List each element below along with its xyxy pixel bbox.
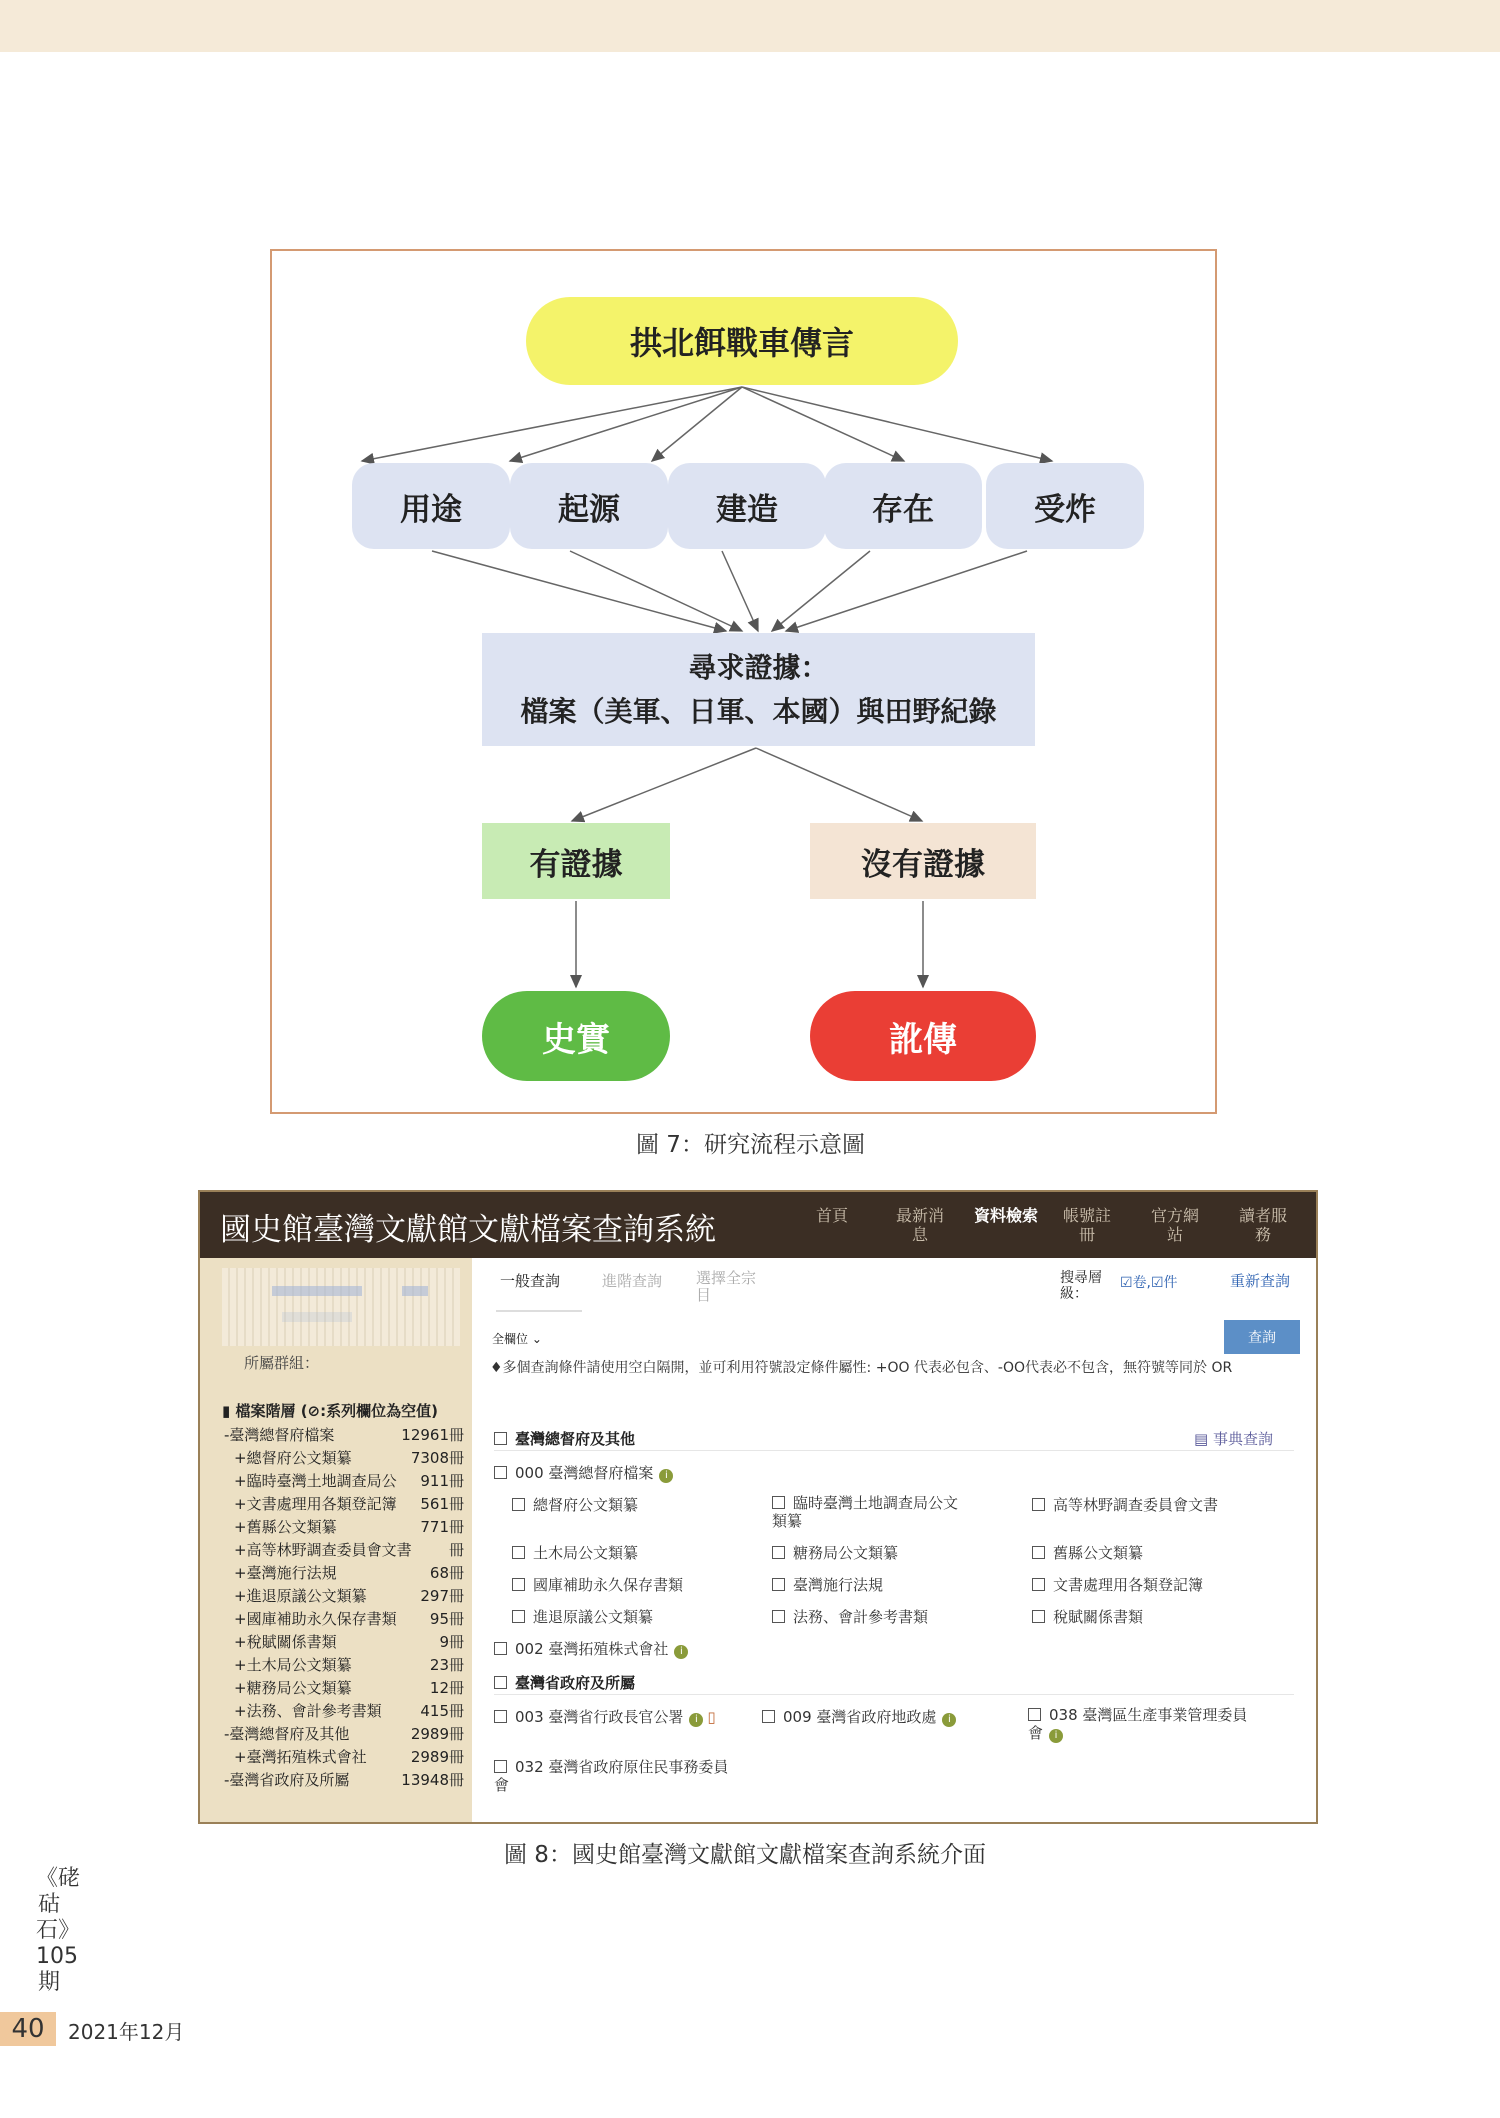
tree-item-count: 23冊	[429, 1656, 464, 1674]
fonds-032[interactable]	[494, 1758, 734, 1794]
series-label: 糖務局公文類纂	[793, 1544, 899, 1562]
series-label: 臺灣施行法規	[793, 1576, 884, 1594]
tree-item-count: 415冊	[420, 1702, 464, 1720]
tree-title-text: 檔案階層 (⊘:系列欄位為空值)	[235, 1402, 438, 1420]
pdf-icon[interactable]: ▯	[707, 1708, 716, 1726]
divider	[494, 1450, 1294, 1451]
series-label: 土木局公文類纂	[533, 1544, 639, 1562]
search-level-label: 搜尋層級：	[1060, 1270, 1102, 1302]
group-heading-2[interactable]	[494, 1672, 635, 1693]
fonds-003-label: 003 臺灣省行政長官公署	[515, 1708, 684, 1726]
checkbox[interactable]	[772, 1496, 785, 1509]
checkbox[interactable]	[512, 1546, 525, 1559]
figure-7-caption: 圖 7：研究流程示意圖	[636, 1132, 865, 1158]
category-node-bombed: 受炸	[986, 463, 1144, 549]
tree-item-name: +臨時臺灣土地調查局公	[234, 1472, 397, 1490]
series-item[interactable]	[772, 1606, 928, 1627]
tree-item[interactable]	[224, 1447, 464, 1470]
series-item[interactable]	[1032, 1542, 1143, 1563]
tree-item-name: +法務、會計參考書類	[234, 1702, 382, 1720]
info-icon[interactable]: i	[689, 1713, 703, 1727]
tree-item-count: 9冊	[439, 1633, 464, 1651]
tree-item-name: -臺灣總督府及其他	[224, 1725, 350, 1743]
page-top-band	[0, 0, 1500, 52]
checkbox[interactable]	[494, 1676, 507, 1689]
nav-reader-service[interactable]: 讀者服務	[1238, 1206, 1287, 1244]
page-number: 40	[0, 2012, 56, 2046]
tree-item-count: 911冊	[420, 1472, 464, 1490]
series-label: 總督府公文類纂	[533, 1496, 639, 1514]
tree-item-count: 13948冊	[401, 1771, 464, 1789]
tree-item-count: 561冊	[420, 1495, 464, 1513]
group-heading-1[interactable]	[494, 1428, 635, 1449]
sidebar	[200, 1258, 472, 1822]
issue-date: 2021年12月	[68, 2020, 185, 2044]
blur-bar	[272, 1286, 362, 1296]
tree-item[interactable]	[224, 1746, 464, 1769]
tree-item[interactable]	[224, 1631, 464, 1654]
fonds-032-label: 032 臺灣省政府原住民事務委員會	[494, 1758, 729, 1794]
rumor-topic-node: 拱北餌戰車傳言	[526, 297, 958, 385]
blur-bar	[282, 1312, 352, 1322]
series-item[interactable]	[1032, 1574, 1203, 1595]
group-heading-1-label: 臺灣總督府及其他	[515, 1430, 636, 1448]
evidence-sources: 檔案（美軍、日軍、本國）與田野紀錄	[520, 694, 997, 728]
tree-item-name: +進退原議公文類纂	[234, 1587, 367, 1605]
checkbox[interactable]	[494, 1760, 507, 1773]
checkbox[interactable]	[1032, 1610, 1045, 1623]
chevron-down-icon: ⌄	[531, 1332, 542, 1346]
tree-item-count: 2989冊	[410, 1748, 464, 1766]
nav-register[interactable]: 帳號註冊	[1062, 1206, 1111, 1244]
fonds-009[interactable]	[762, 1706, 956, 1727]
tree-item-name: +國庫補助永久保存書類	[234, 1610, 397, 1628]
checkbox[interactable]	[512, 1610, 525, 1623]
search-level-checkboxes[interactable]: ☑卷,☑件	[1120, 1275, 1178, 1291]
tree-item-count: 771冊	[420, 1518, 464, 1536]
tree-item-name: -臺灣省政府及所屬	[224, 1771, 350, 1789]
series-item[interactable]	[772, 1574, 883, 1595]
tree-item[interactable]	[224, 1677, 464, 1700]
tab-advanced-search[interactable]: 進階查詢	[602, 1272, 663, 1290]
system-header	[200, 1192, 1316, 1258]
info-icon[interactable]: i	[942, 1713, 956, 1727]
figure-7-flowchart	[270, 249, 1217, 1114]
divider	[494, 1694, 1294, 1695]
tree-item-count: 95冊	[429, 1610, 464, 1628]
tree-item-name: +臺灣施行法規	[234, 1564, 337, 1582]
checkbox[interactable]	[772, 1578, 785, 1591]
tree-item-count: 7308冊	[410, 1449, 464, 1467]
group-heading-2-label: 臺灣省政府及所屬	[515, 1674, 636, 1692]
info-icon[interactable]: i	[674, 1645, 688, 1659]
series-label: 進退原議公文類纂	[533, 1608, 654, 1626]
tree-item[interactable]	[224, 1470, 464, 1493]
info-icon[interactable]: i	[659, 1469, 673, 1483]
nav-search[interactable]: 資料檢索	[973, 1206, 1038, 1225]
checkbox[interactable]	[494, 1466, 507, 1479]
tree-item-name: +高等林野調查委員會文書	[234, 1541, 412, 1559]
series-label: 國庫補助永久保存書類	[533, 1576, 684, 1594]
tree-item-name: +總督府公文類纂	[234, 1449, 352, 1467]
checkbox[interactable]	[494, 1642, 507, 1655]
tree-item-count: 68冊	[429, 1564, 464, 1582]
field-select-value: 全欄位	[492, 1332, 529, 1346]
checkbox[interactable]	[1032, 1498, 1045, 1511]
figure-8-caption: 圖 8：國史館臺灣文獻館文獻檔案查詢系統介面	[504, 1842, 986, 1868]
dictionary-query-label: 事典查詢	[1212, 1430, 1273, 1448]
checkbox[interactable]	[512, 1578, 525, 1591]
series-item[interactable]	[772, 1494, 972, 1530]
reset-query-link[interactable]: 重新查詢	[1230, 1272, 1291, 1290]
series-item[interactable]	[512, 1606, 653, 1627]
checkbox[interactable]	[762, 1710, 775, 1723]
tree-item-count: 12冊	[429, 1679, 464, 1697]
fonds-009-label: 009 臺灣省政府地政處	[783, 1708, 937, 1726]
blurred-user-info	[222, 1268, 460, 1346]
no-evidence-node: 沒有證據	[810, 823, 1036, 899]
tab-general-search[interactable]: 一般查詢	[500, 1272, 561, 1290]
tree-item[interactable]	[224, 1723, 464, 1746]
fonds-000[interactable]	[494, 1462, 673, 1483]
tree-item-count: 2989冊	[410, 1725, 464, 1743]
category-node-existence: 存在	[824, 463, 982, 549]
book-icon: ▤	[1194, 1430, 1209, 1448]
field-select[interactable]	[492, 1330, 542, 1347]
fonds-000-label: 000 臺灣總督府檔案	[515, 1464, 654, 1482]
tree-item[interactable]	[224, 1700, 464, 1723]
tree-title: ▮ 檔案階層 (⊘:系列欄位為空值)	[222, 1402, 438, 1420]
category-node-construction: 建造	[668, 463, 826, 549]
tree-item-name: +糖務局公文類纂	[234, 1679, 352, 1697]
series-item[interactable]	[772, 1542, 898, 1563]
tree-item-name: +舊縣公文類纂	[234, 1518, 337, 1536]
checkbox[interactable]	[1032, 1546, 1045, 1559]
category-node-use: 用途	[352, 463, 510, 549]
tree-item[interactable]	[224, 1539, 464, 1562]
tree-item[interactable]	[224, 1769, 464, 1792]
checkbox[interactable]	[1032, 1578, 1045, 1591]
series-label: 稅賦關係書類	[1053, 1608, 1144, 1626]
tree-item[interactable]	[224, 1562, 464, 1585]
search-hint: ♦多個查詢條件請使用空白隔開，並可利用符號設定條件屬性: +OO 代表必包含、-OO代表必不包含，無符號等同於 OR	[490, 1360, 1233, 1376]
tree-item[interactable]	[224, 1424, 464, 1447]
checkbox[interactable]	[772, 1610, 785, 1623]
tree-item-name: +臺灣拓殖株式會社	[234, 1748, 367, 1766]
tree-item-name: -臺灣總督府檔案	[224, 1426, 335, 1444]
series-item[interactable]	[512, 1574, 683, 1595]
series-label: 高等林野調查委員會文書	[1053, 1496, 1219, 1514]
checkbox[interactable]	[512, 1498, 525, 1511]
info-icon[interactable]: i	[1049, 1729, 1063, 1743]
category-node-origin: 起源	[510, 463, 668, 549]
checkbox[interactable]	[494, 1710, 507, 1723]
series-item[interactable]	[1032, 1606, 1143, 1627]
nav-news[interactable]: 最新消息	[895, 1206, 944, 1244]
tree-item-count: 12961冊	[401, 1426, 464, 1444]
tree-item[interactable]	[224, 1493, 464, 1516]
figure-8-screenshot	[198, 1190, 1318, 1824]
nav-home[interactable]: 首頁	[815, 1206, 848, 1225]
blur-bar	[402, 1286, 428, 1296]
tree-item-count: 297冊	[420, 1587, 464, 1605]
series-item[interactable]	[1032, 1494, 1218, 1515]
group-label: 所屬群組：	[244, 1354, 320, 1372]
system-title: 國史館臺灣文獻館文獻檔案查詢系統	[220, 1212, 716, 1248]
tree-item[interactable]	[224, 1516, 464, 1539]
dictionary-query-link[interactable]	[1194, 1428, 1273, 1449]
fonds-002[interactable]	[494, 1638, 688, 1659]
rumor-node: 訛傳	[810, 991, 1036, 1081]
fonds-038-label: 038 臺灣區生產事業管理委員會	[1028, 1706, 1248, 1742]
tree-item[interactable]	[224, 1608, 464, 1631]
query-button[interactable]: 查詢	[1224, 1320, 1300, 1354]
tab-select-all-fonds[interactable]: 選擇全宗目	[696, 1269, 757, 1304]
tree-item[interactable]	[224, 1585, 464, 1608]
tree-item-name: +土木局公文類纂	[234, 1656, 352, 1674]
fonds-038[interactable]	[1028, 1706, 1262, 1743]
series-label: 文書處理用各類登記簿	[1053, 1576, 1204, 1594]
tree-item-count: 冊	[448, 1541, 464, 1559]
fact-node: 史實	[482, 991, 670, 1081]
search-panel	[472, 1258, 1316, 1822]
tree-item-name: +稅賦關係書類	[234, 1633, 337, 1651]
series-label: 法務、會計參考書類	[793, 1608, 929, 1626]
checkbox[interactable]	[772, 1546, 785, 1559]
tree-item[interactable]	[224, 1654, 464, 1677]
series-label: 舊縣公文類纂	[1053, 1544, 1144, 1562]
series-item[interactable]	[512, 1542, 638, 1563]
series-item[interactable]	[512, 1494, 638, 1515]
checkbox[interactable]	[494, 1432, 507, 1445]
has-evidence-node: 有證據	[482, 823, 670, 899]
checkbox[interactable]	[1028, 1708, 1041, 1721]
series-label: 臨時臺灣土地調查局公文類纂	[772, 1494, 959, 1530]
fonds-002-label: 002 臺灣拓殖株式會社	[515, 1640, 669, 1658]
fonds-003[interactable]	[494, 1706, 716, 1727]
tree-item-name: +文書處理用各類登記簿	[234, 1495, 397, 1513]
seek-evidence-node	[482, 633, 1035, 746]
evidence-title: 尋求證據：	[688, 650, 829, 684]
journal-vertical-title: 《硓𥑮石》105期	[36, 1866, 81, 1995]
tab-divider	[496, 1310, 582, 1312]
nav-official-site[interactable]: 官方網站	[1150, 1206, 1199, 1244]
